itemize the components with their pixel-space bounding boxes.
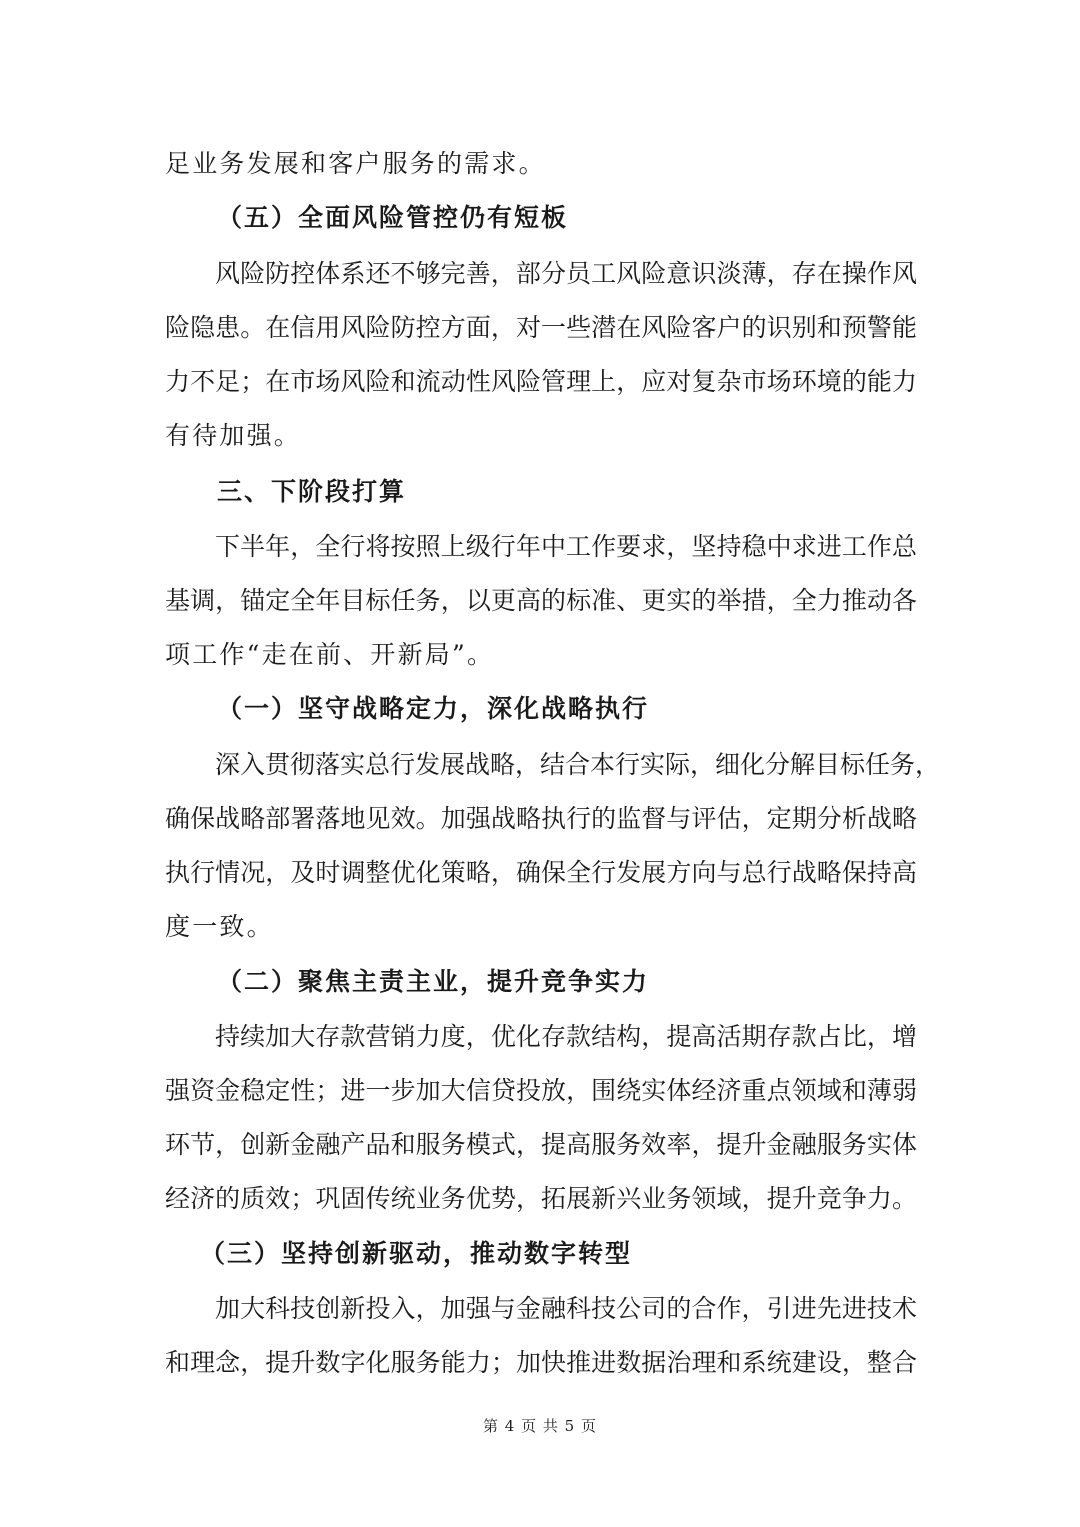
paragraph-line: 经济的质效；巩固传统业务优势，拓展新兴业务领域，提升竞争力。 <box>165 1184 917 1213</box>
paragraph-line: 度一致。 <box>165 912 274 941</box>
section-heading: （二）聚焦主责主业，提升竞争实力 <box>217 967 650 996</box>
paragraph-line: 和理念，提升数字化服务能力；加快推进数据治理和系统建设，整合 <box>165 1348 917 1377</box>
paragraph-line: 项工作“走在前、开新局”。 <box>165 640 495 669</box>
paragraph-line: 险隐患。在信用风险防控方面，对一些潜在风险客户的识别和预警能 <box>165 313 917 342</box>
paragraph-line: 确保战略部署落地见效。加强战略执行的监督与评估，定期分析战略 <box>165 804 917 833</box>
paragraph-line: 风险防控体系还不够完善，部分员工风险意识淡薄，存在操作风 <box>215 259 917 288</box>
paragraph-line: 力不足；在市场风险和流动性风险管理上，应对复杂市场环境的能力 <box>165 367 917 396</box>
paragraph-line: 执行情况，及时调整优化策略，确保全行发展方向与总行战略保持高 <box>165 858 917 887</box>
page-number-footer: 第 4 页 共 5 页 <box>483 1417 597 1435</box>
paragraph-line: 强资金稳定性；进一步加大信贷投放，围绕实体经济重点领域和薄弱 <box>165 1076 917 1105</box>
paragraph-line: 基调，锚定全年目标任务，以更高的标准、更实的举措，全力推动各 <box>165 586 917 615</box>
paragraph-line: 持续加大存款营销力度，优化存款结构，提高活期存款占比，增 <box>215 1022 917 1051</box>
paragraph-line: 深入贯彻落实总行发展战略，结合本行实际，细化分解目标任务， <box>215 750 941 779</box>
paragraph-line: 加大科技创新投入，加强与金融科技公司的合作，引进先进技术 <box>215 1294 917 1323</box>
paragraph-line: 有待加强。 <box>165 421 302 450</box>
section-heading: （一）坚守战略定力，深化战略执行 <box>217 694 650 723</box>
section-heading: （五）全面风险管控仍有短板 <box>217 203 569 232</box>
paragraph-line: 足业务发展和客户服务的需求。 <box>165 149 546 178</box>
chapter-heading: 三、下阶段打算 <box>217 477 407 506</box>
paragraph-line: 下半年，全行将按照上级行年中工作要求，坚持稳中求进工作总 <box>215 532 917 561</box>
paragraph-line: 环节，创新金融产品和服务模式，提高服务效率，提升金融服务实体 <box>165 1130 917 1159</box>
section-heading: （三）坚持创新驱动，推动数字转型 <box>200 1239 633 1268</box>
